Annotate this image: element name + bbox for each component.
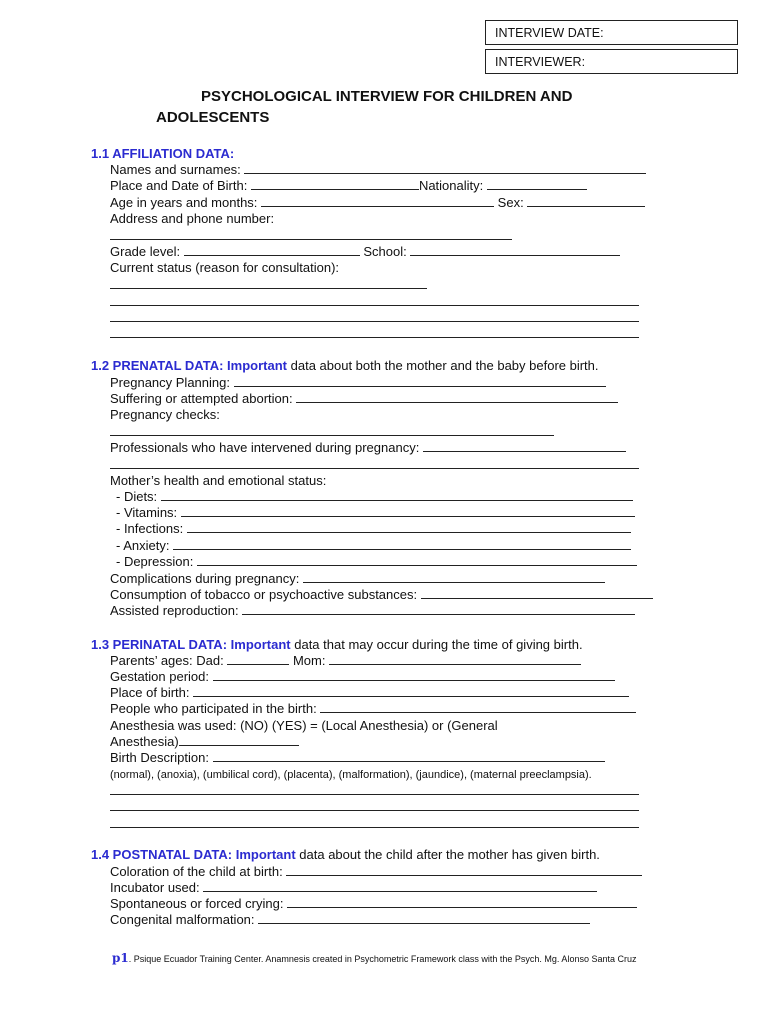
page-title-line1: PSYCHOLOGICAL INTERVIEW FOR CHILDREN AND xyxy=(201,88,573,105)
birth-description-field[interactable] xyxy=(110,750,605,766)
interview-date-box[interactable] xyxy=(485,20,738,45)
mom-label: Mom: xyxy=(292,653,326,668)
depression-field[interactable] xyxy=(116,554,637,570)
vitamins-label: - Vitamins: xyxy=(116,505,178,520)
people-label: People who participated in the birth: xyxy=(110,701,317,716)
complications-field[interactable] xyxy=(110,571,605,587)
depression-label: - Depression: xyxy=(116,554,194,569)
tobacco-label: Consumption of tobacco or psychoactive substances: xyxy=(110,587,418,602)
infections-field[interactable] xyxy=(116,521,631,537)
affiliation-heading: 1.1 AFFILIATION DATA: xyxy=(91,146,235,161)
crying-field[interactable] xyxy=(110,896,637,912)
abortion-label: Suffering or attempted abortion: xyxy=(110,391,293,406)
interviewer-box[interactable] xyxy=(485,49,738,74)
birth-description-label: Birth Description: xyxy=(110,750,209,765)
nationality-label: Nationality: xyxy=(418,178,484,193)
planning-label: Pregnancy Planning: xyxy=(110,375,230,390)
address-line[interactable] xyxy=(110,239,512,240)
planning-field[interactable] xyxy=(110,375,606,391)
professionals-line[interactable] xyxy=(110,468,639,469)
diets-label: - Diets: xyxy=(116,489,158,504)
coloration-field[interactable] xyxy=(110,864,642,880)
names-field[interactable] xyxy=(110,162,646,178)
infections-label: - Infections: xyxy=(116,521,184,536)
tobacco-field[interactable] xyxy=(110,587,653,603)
health-label: Mother’s health and emotional status: xyxy=(110,473,327,488)
age-field[interactable] xyxy=(110,195,645,211)
school-label: School: xyxy=(363,244,407,259)
vitamins-field[interactable] xyxy=(116,505,635,521)
anxiety-field[interactable] xyxy=(116,538,631,554)
complications-label: Complications during pregnancy: xyxy=(110,571,300,586)
perinatal-heading: 1.3 PERINATAL DATA: Important data that may occur during the time of giving birth. xyxy=(91,637,583,652)
abortion-field[interactable] xyxy=(110,391,618,407)
status-line-3[interactable] xyxy=(110,321,639,322)
footer-text: . Psique Ecuador Training Center. Anamnesis created in Psychometric Framework class with the Psych. Mg. Alonso Santa Cruz xyxy=(128,954,637,964)
parents-ages-field[interactable] xyxy=(110,653,581,669)
anxiety-label: - Anxiety: xyxy=(116,538,170,553)
people-field[interactable] xyxy=(110,701,636,717)
birth-line-2[interactable] xyxy=(110,810,639,811)
postnatal-heading: 1.4 POSTNATAL DATA: Important data about the child after the mother has given birth. xyxy=(91,847,600,862)
gestation-field[interactable] xyxy=(110,669,615,685)
place-of-birth-field[interactable] xyxy=(110,685,629,701)
anesthesia-label-1: Anesthesia was used: (NO) (YES) = (Local Anesthesia) or (General xyxy=(110,718,498,733)
page-title-line2: ADOLESCENTS xyxy=(156,109,270,126)
professionals-label: Professionals who have intervened during pregnancy: xyxy=(110,440,420,455)
sex-label: Sex: xyxy=(497,195,524,210)
page-number: p1 xyxy=(112,951,129,965)
malformation-label: Congenital malformation: xyxy=(110,912,255,927)
interview-date-label: INTERVIEW DATE: xyxy=(495,26,604,40)
assisted-label: Assisted reproduction: xyxy=(110,603,239,618)
professionals-field[interactable] xyxy=(110,440,626,456)
anesthesia-label-2: Anesthesia) xyxy=(110,734,179,749)
checks-line[interactable] xyxy=(110,435,554,436)
birth-field[interactable] xyxy=(110,178,587,194)
age-label: Age in years and months: xyxy=(110,195,258,210)
incubator-label: Incubator used: xyxy=(110,880,200,895)
incubator-field[interactable] xyxy=(110,880,597,896)
birth-line-3[interactable] xyxy=(110,827,639,828)
crying-label: Spontaneous or forced crying: xyxy=(110,896,284,911)
status-line-4[interactable] xyxy=(110,337,639,338)
footer xyxy=(112,951,636,965)
coloration-label: Coloration of the child at birth: xyxy=(110,864,283,879)
birth-label: Place and Date of Birth: xyxy=(110,178,248,193)
dad-label: Parents’ ages: Dad: xyxy=(110,653,224,668)
assisted-field[interactable] xyxy=(110,603,635,619)
address-label: Address and phone number: xyxy=(110,211,275,226)
status-label: Current status (reason for consultation): xyxy=(110,260,340,275)
checks-label: Pregnancy checks: xyxy=(110,407,220,422)
diets-field[interactable] xyxy=(116,489,633,505)
status-line-2[interactable] xyxy=(110,305,639,306)
interviewer-label: INTERVIEWER: xyxy=(495,55,586,69)
birth-options: (normal), (anoxia), (umbilical cord), (placenta), (malformation), (jaundice), (maternal preeclampsia). xyxy=(110,769,592,781)
grade-field[interactable] xyxy=(110,244,620,260)
status-line-1[interactable] xyxy=(110,288,427,289)
malformation-field[interactable] xyxy=(110,912,590,928)
names-label: Names and surnames: xyxy=(110,162,241,177)
prenatal-heading: 1.2 PRENATAL DATA: Important data about both the mother and the baby before birth. xyxy=(91,358,599,373)
anesthesia-field[interactable] xyxy=(110,734,299,750)
birth-line-1[interactable] xyxy=(110,794,639,795)
grade-label: Grade level: xyxy=(110,244,181,259)
place-of-birth-label: Place of birth: xyxy=(110,685,190,700)
gestation-label: Gestation period: xyxy=(110,669,210,684)
